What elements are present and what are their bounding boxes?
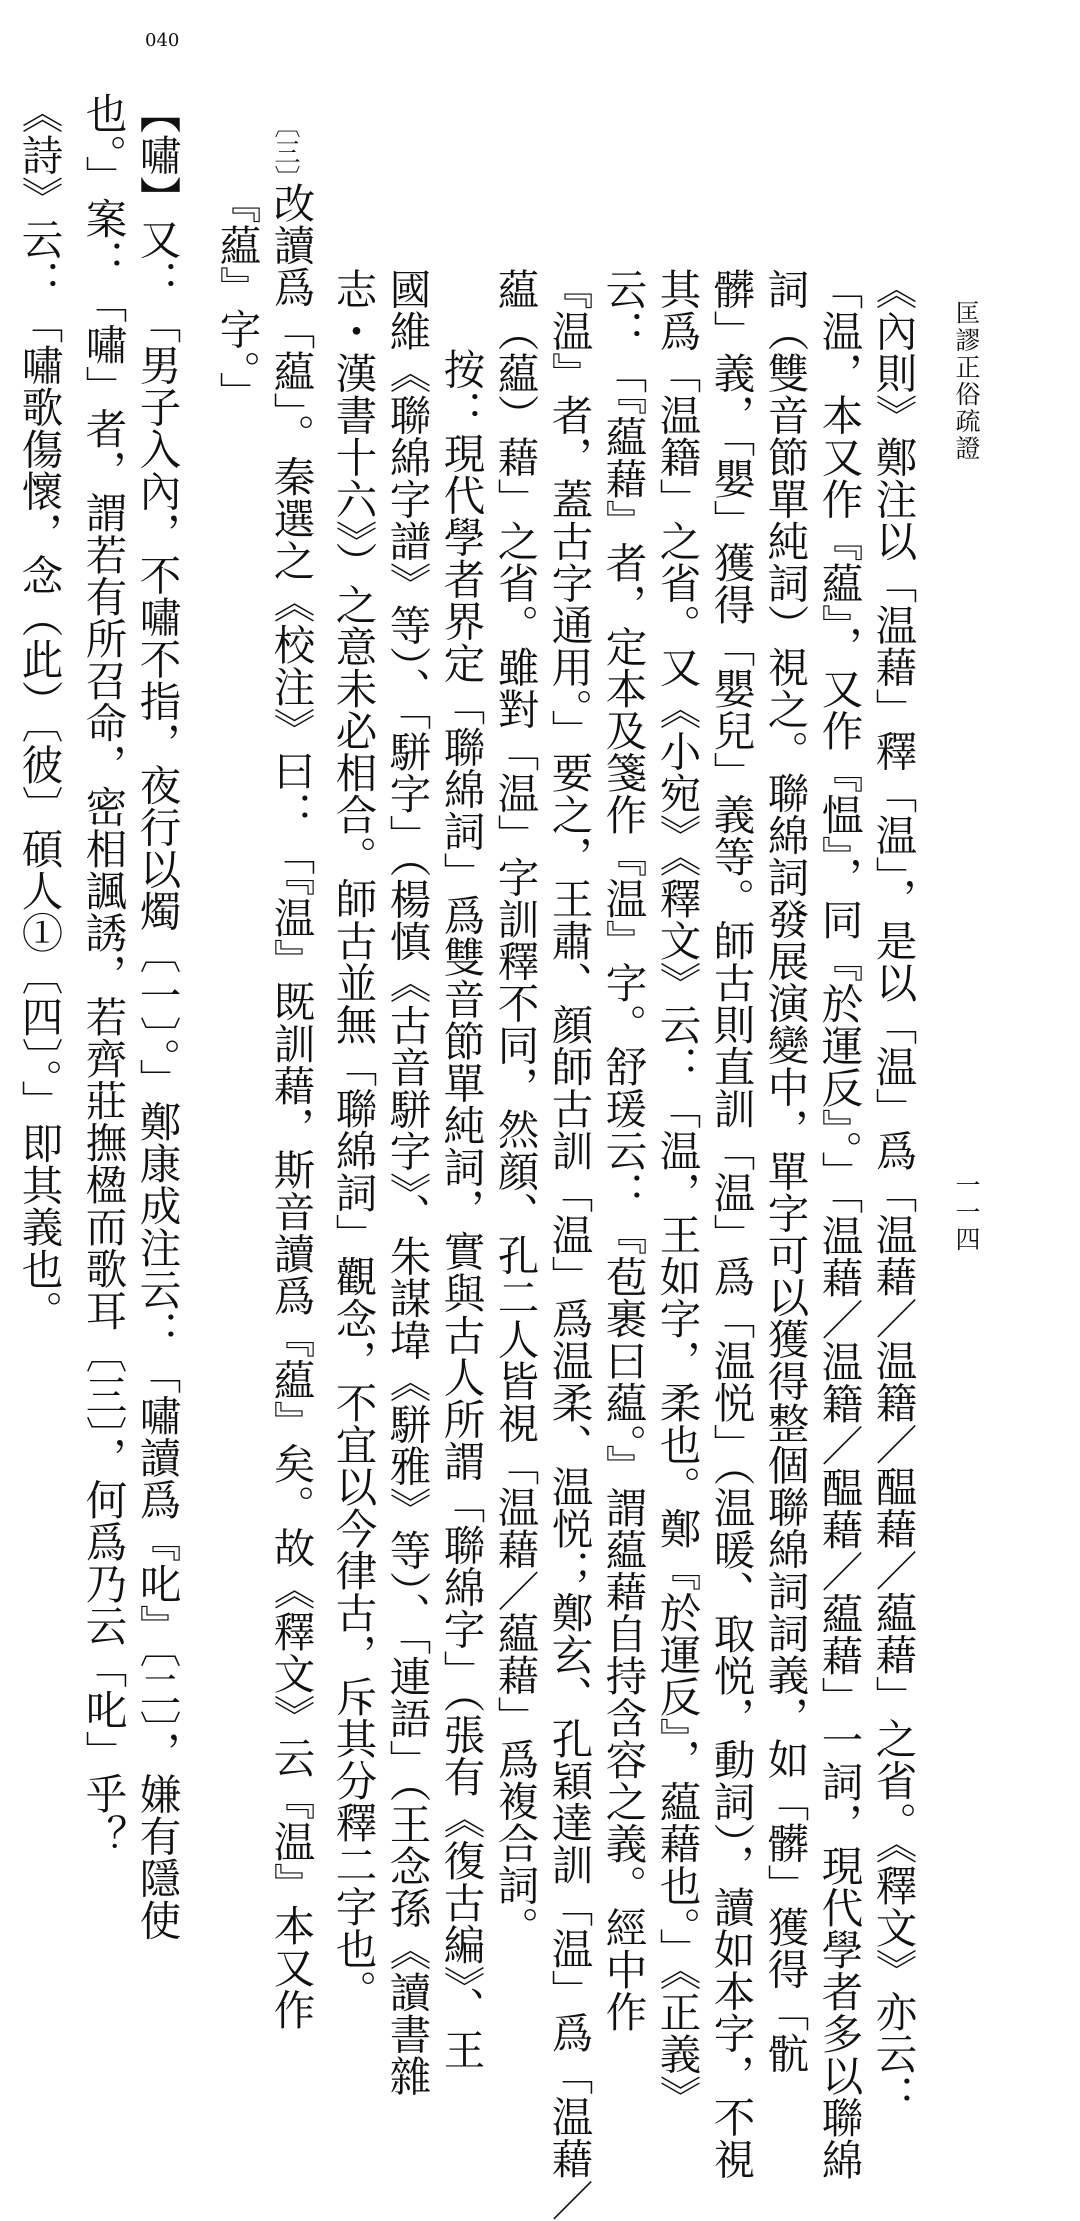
text-column-3: 詞（雙音節單純詞）視之。聯綿詞發展演變中，單字可以獲得整個聯綿詞詞義，如「髒」獲得「骯 <box>760 268 810 2074</box>
text-column-11: 志・漢書十六》）之意未必相合。師古並無「聯綿詞」觀念，不宜以今律古，斥其分釋二字也。 <box>328 268 378 2012</box>
text-column-15: 也。」案：「嘯」者，謂若有所召命，密相諷誘，若齊莊撫楹而歌耳〔三〕，何爲乃云「叱」乎？ <box>78 92 128 1857</box>
page-number: 040 <box>145 30 180 51</box>
note-marker: 〔三〕 <box>270 112 300 192</box>
page-number-chinese: 一一四 <box>952 1172 981 1253</box>
text-column-5: 其爲「温籍」之省。又《小宛》《釋文》云：「温，王如字，柔也。鄭『於運反』，藴藉也。」《正義》 <box>652 268 702 2117</box>
book-title: 匡謬正俗疏證 <box>952 300 981 462</box>
text-column-16: 《詩》云：「嘯歌傷懷，念（此）〔彼〕碩人①〔四〕。」即其義也。 <box>14 92 64 1332</box>
text-column-6: 云：「『藴藉』者，定本及箋作『温』字。舒瑗云：『苞裹曰藴。』謂藴藉自持含容之義。經中作 <box>598 268 648 2033</box>
text-column-9: 按：現代學者界定「聯綿詞」爲雙音節單純詞，實與古人所謂「聯綿字」（張有《復古編》、王 <box>436 348 486 2071</box>
text-column-2: 「温，本又作『藴』，又作『愠』，同『於運反』。」「温藉／温籍／醖藉／藴藉」一詞，現代學者多以聯綿 <box>814 268 864 2181</box>
text-column-8: 藴（藴）藉」之省。雖對「温」字訓釋不同，然顔、孔二人皆視「温藉／藴藉」爲複合詞。 <box>490 268 540 1948</box>
text-column-1: 《內則》鄭注以「温藉」釋「温」，是以「温」爲「温藉／温籍／醖藉／藴藉」之省。《釋文》亦云： <box>868 268 918 2117</box>
text-column-12: 改讀爲「藴」。秦選之《校注》曰：「『温』既訓藉，斯音讀爲『藴』矣。故《釋文》云『温』本又作 <box>266 182 316 2031</box>
text-column-7: 『温』者，蓋古字通用。」要之，王肅、顔師古訓「温」爲温柔、温悦；鄭玄、孔穎達訓「温」爲「温藉／ <box>544 268 594 2221</box>
text-column-4: 髒」義，「嬰」獲得「嬰兒」義等。師古則直訓「温」爲「温悦」（温暖、取悦，動詞），讀如本字，不視 <box>706 268 756 2180</box>
text-column-13: 『藴』字。」 <box>212 182 262 414</box>
text-column-10: 國維《聯綿字譜》等）、「駢字」（楊慎《古音駢字》、朱謀㙔《駢雅》等）、「連語」（王念孫《讀書雜 <box>382 268 432 2097</box>
text-column-14: 【嘯】又：「男子入內，不嘯不指，夜行以燭〔一〕。」鄭康成注云：「嘯讀爲『叱』〔二〕，嫌有隱使 <box>132 92 182 1941</box>
